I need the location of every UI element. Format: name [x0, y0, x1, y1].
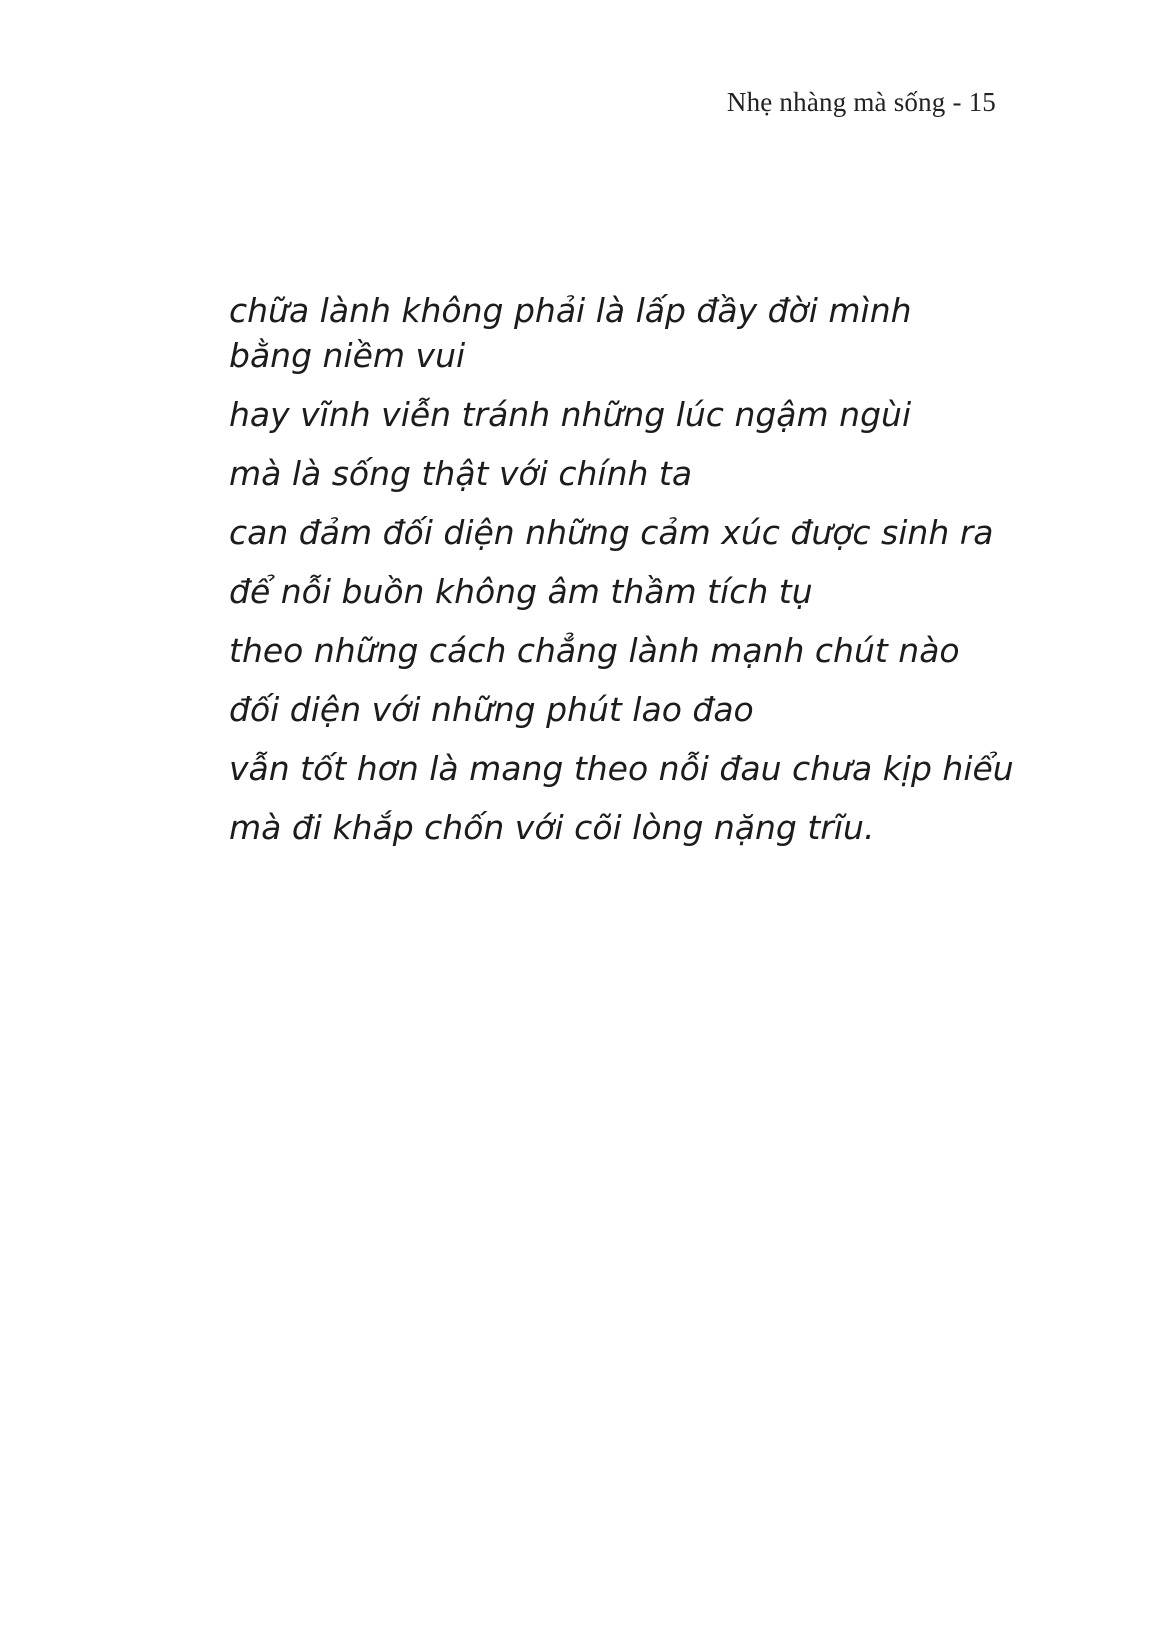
poem-line: đối diện với những phút lao đao: [229, 690, 754, 729]
poem-line: theo những cách chẳng lành mạnh chút nào: [229, 631, 960, 670]
poem-stanza: [229, 510, 1049, 555]
poem-line: để nỗi buồn không âm thầm tích tụ: [229, 572, 813, 611]
poem-line: mà đi khắp chốn với cõi lòng nặng trĩu.: [229, 808, 875, 847]
poem-stanza: [229, 687, 1049, 732]
poem-stanza: [229, 288, 1049, 378]
poem-stanza: [229, 805, 1049, 850]
poem-stanza: [229, 746, 1049, 791]
poem-stanza: [229, 451, 1049, 496]
poem-line: mà là sống thật với chính ta: [229, 454, 693, 493]
poem-stanza: [229, 569, 1049, 614]
poem-stanza: [229, 628, 1049, 673]
poem-line: vẫn tốt hơn là mang theo nỗi đau chưa kịp hiểu: [229, 749, 1014, 788]
running-header: Nhẹ nhàng mà sống - 15: [726, 87, 996, 117]
poem-line: can đảm đối diện những cảm xúc được sinh ra: [229, 513, 994, 552]
poem: [229, 288, 1049, 864]
poem-line: bằng niềm vui: [229, 336, 466, 375]
poem-line: chữa lành không phải là lấp đầy đời mình: [229, 291, 912, 330]
poem-stanza: [229, 392, 1049, 437]
poem-line: hay vĩnh viễn tránh những lúc ngậm ngùi: [229, 395, 912, 434]
